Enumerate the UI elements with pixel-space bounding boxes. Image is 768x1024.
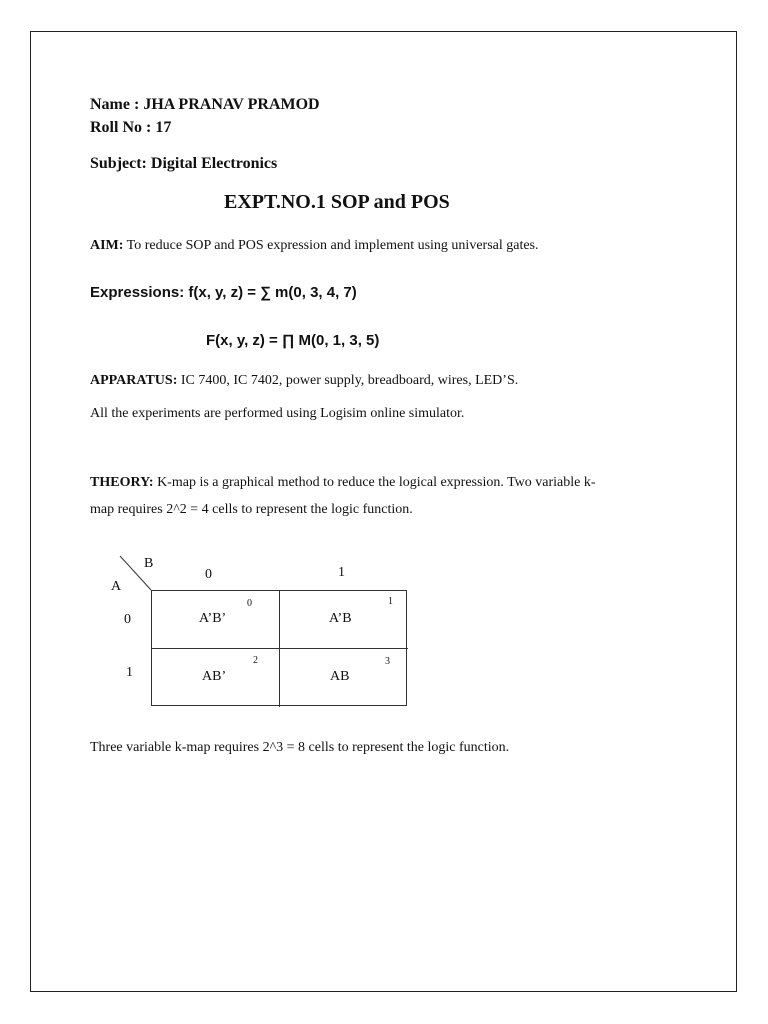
kmap-cell-3 [280,649,408,707]
simulator-note: All the experiments are performed using Logisim online simulator. [90,406,465,421]
apparatus-text: IC 7400, IC 7402, power supply, breadboard, wires, LED’S. [177,373,519,388]
kmap-cell-0 [152,591,280,649]
kmap-cell-index: 2 [253,655,258,666]
aim-text: To reduce SOP and POS expression and implement using universal gates. [123,238,539,253]
kmap-cell-index: 0 [247,598,252,609]
three-variable-note: Three variable k-map requires 2^3 = 8 cells to represent the logic function. [90,740,510,755]
pos-expression: F(x, y, z) = ∏ M(0, 1, 3, 5) [206,332,380,349]
sop-expression: Expressions: f(x, y, z) = ∑ m(0, 3, 4, 7) [90,284,357,301]
kmap-col-header-1: 1 [338,565,345,580]
subject: Subject: Digital Electronics [90,155,278,172]
theory-label: THEORY: [90,475,154,490]
experiment-title: EXPT.NO.1 SOP and POS [224,191,450,213]
kmap-var-b: B [144,556,154,571]
apparatus-label: APPARATUS: [90,373,178,388]
apparatus-paragraph [90,373,518,389]
kmap-row-header-1: 1 [126,665,133,680]
kmap-var-a: A [111,579,122,594]
kmap-grid [151,590,407,706]
kmap-cell-index: 1 [388,596,393,607]
theory-line-2: map requires 2^2 = 4 cells to represent the logic function. [90,502,413,517]
kmap-cell-index: 3 [385,656,390,667]
kmap-cell-1 [280,591,408,649]
kmap-row-header-0: 0 [124,612,131,627]
two-variable-kmap [100,550,420,720]
kmap-cell-term: AB’ [202,669,227,684]
student-name: Name : JHA PRANAV PRAMOD [90,96,320,113]
theory-text: K-map is a graphical method to reduce the logical expression. Two variable k- [153,475,596,490]
roll-number: Roll No : 17 [90,119,172,136]
kmap-col-header-0: 0 [205,567,212,582]
aim-paragraph [90,238,539,254]
theory-line-1 [90,475,596,491]
kmap-cell-term: A’B’ [199,611,227,626]
kmap-cell-term: AB [330,669,350,684]
kmap-cell-term: A’B [329,611,352,626]
kmap-cell-2 [152,649,280,707]
aim-label: AIM: [90,238,124,253]
